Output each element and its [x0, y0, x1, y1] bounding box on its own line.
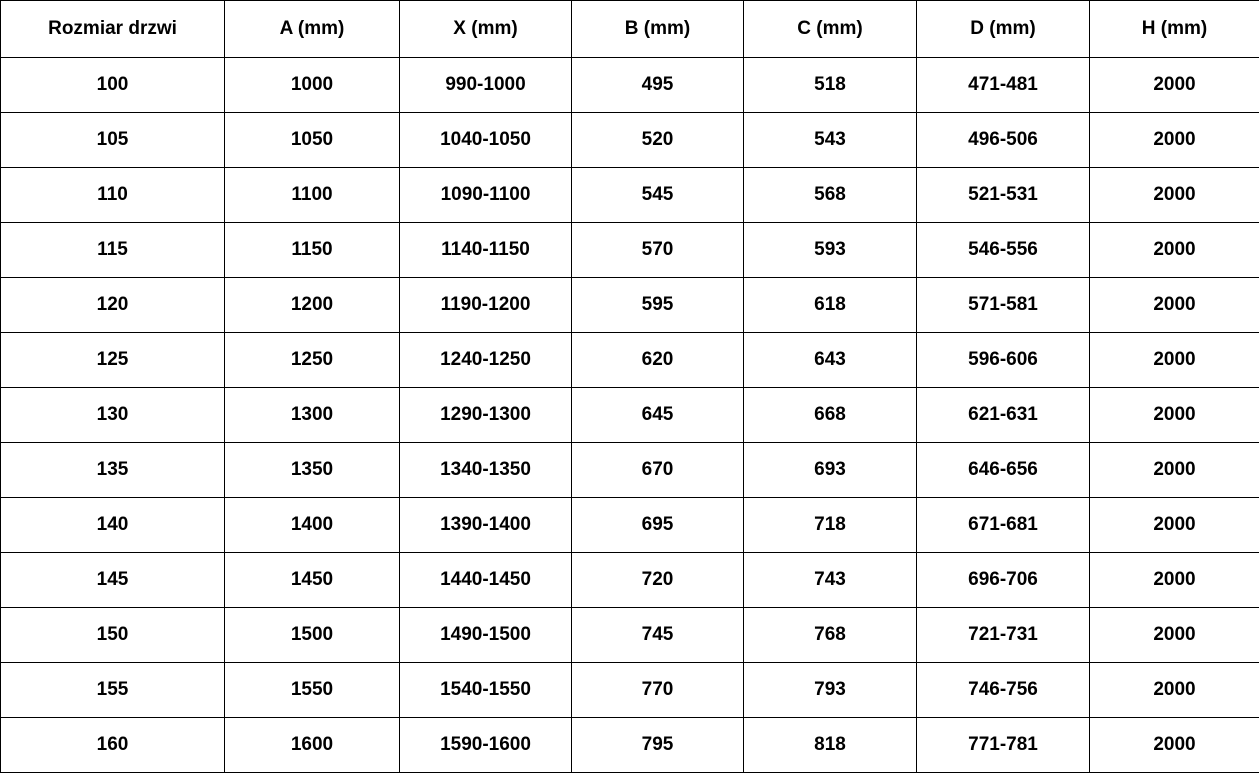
- column-header-x: X (mm): [400, 1, 572, 58]
- cell-x: 1090-1100: [400, 168, 572, 223]
- cell-c: 618: [744, 278, 917, 333]
- cell-x: 1190-1200: [400, 278, 572, 333]
- cell-door-size: 125: [1, 333, 225, 388]
- cell-c: 743: [744, 553, 917, 608]
- cell-door-size: 115: [1, 223, 225, 278]
- table-row: [1, 608, 1259, 663]
- cell-h: 2000: [1090, 443, 1259, 498]
- table-row: [1, 498, 1259, 553]
- table-header-row: [1, 1, 1259, 58]
- cell-door-size: 105: [1, 113, 225, 168]
- cell-a: 1300: [225, 388, 400, 443]
- cell-a: 1150: [225, 223, 400, 278]
- table-row: [1, 553, 1259, 608]
- cell-b: 595: [572, 278, 744, 333]
- cell-h: 2000: [1090, 333, 1259, 388]
- cell-a: 1550: [225, 663, 400, 718]
- cell-h: 2000: [1090, 663, 1259, 718]
- cell-b: 645: [572, 388, 744, 443]
- cell-a: 1050: [225, 113, 400, 168]
- cell-b: 620: [572, 333, 744, 388]
- table-row: [1, 113, 1259, 168]
- table-row: [1, 663, 1259, 718]
- cell-c: 818: [744, 718, 917, 773]
- cell-d: 521-531: [917, 168, 1090, 223]
- cell-x: 1540-1550: [400, 663, 572, 718]
- column-header-h: H (mm): [1090, 1, 1259, 58]
- cell-d: 496-506: [917, 113, 1090, 168]
- cell-a: 1000: [225, 58, 400, 113]
- cell-c: 518: [744, 58, 917, 113]
- table-row: [1, 718, 1259, 773]
- cell-h: 2000: [1090, 113, 1259, 168]
- table-body: [1, 58, 1259, 773]
- table-row: [1, 223, 1259, 278]
- cell-h: 2000: [1090, 58, 1259, 113]
- cell-b: 720: [572, 553, 744, 608]
- cell-b: 670: [572, 443, 744, 498]
- cell-x: 1240-1250: [400, 333, 572, 388]
- cell-d: 646-656: [917, 443, 1090, 498]
- cell-d: 471-481: [917, 58, 1090, 113]
- cell-d: 696-706: [917, 553, 1090, 608]
- table-row: [1, 443, 1259, 498]
- cell-c: 593: [744, 223, 917, 278]
- cell-a: 1600: [225, 718, 400, 773]
- table-row: [1, 168, 1259, 223]
- cell-x: 1340-1350: [400, 443, 572, 498]
- cell-d: 546-556: [917, 223, 1090, 278]
- cell-h: 2000: [1090, 608, 1259, 663]
- cell-a: 1450: [225, 553, 400, 608]
- cell-c: 793: [744, 663, 917, 718]
- cell-x: 1590-1600: [400, 718, 572, 773]
- cell-b: 795: [572, 718, 744, 773]
- cell-h: 2000: [1090, 278, 1259, 333]
- cell-h: 2000: [1090, 388, 1259, 443]
- cell-door-size: 120: [1, 278, 225, 333]
- cell-door-size: 145: [1, 553, 225, 608]
- cell-door-size: 135: [1, 443, 225, 498]
- cell-x: 1490-1500: [400, 608, 572, 663]
- table-header: [1, 1, 1259, 58]
- cell-b: 745: [572, 608, 744, 663]
- cell-c: 693: [744, 443, 917, 498]
- cell-h: 2000: [1090, 553, 1259, 608]
- column-header-d: D (mm): [917, 1, 1090, 58]
- cell-d: 596-606: [917, 333, 1090, 388]
- cell-b: 520: [572, 113, 744, 168]
- cell-x: 1140-1150: [400, 223, 572, 278]
- cell-d: 771-781: [917, 718, 1090, 773]
- cell-a: 1250: [225, 333, 400, 388]
- column-header-door-size: Rozmiar drzwi: [1, 1, 225, 58]
- cell-door-size: 110: [1, 168, 225, 223]
- cell-b: 545: [572, 168, 744, 223]
- cell-x: 990-1000: [400, 58, 572, 113]
- cell-a: 1500: [225, 608, 400, 663]
- cell-b: 570: [572, 223, 744, 278]
- cell-x: 1290-1300: [400, 388, 572, 443]
- cell-door-size: 100: [1, 58, 225, 113]
- cell-d: 721-731: [917, 608, 1090, 663]
- cell-b: 495: [572, 58, 744, 113]
- table-row: [1, 333, 1259, 388]
- cell-d: 621-631: [917, 388, 1090, 443]
- cell-x: 1040-1050: [400, 113, 572, 168]
- cell-h: 2000: [1090, 498, 1259, 553]
- column-header-b: B (mm): [572, 1, 744, 58]
- cell-d: 671-681: [917, 498, 1090, 553]
- cell-x: 1390-1400: [400, 498, 572, 553]
- cell-d: 746-756: [917, 663, 1090, 718]
- cell-door-size: 160: [1, 718, 225, 773]
- cell-b: 770: [572, 663, 744, 718]
- table-row: [1, 58, 1259, 113]
- cell-c: 543: [744, 113, 917, 168]
- cell-a: 1200: [225, 278, 400, 333]
- cell-c: 768: [744, 608, 917, 663]
- cell-h: 2000: [1090, 718, 1259, 773]
- cell-a: 1350: [225, 443, 400, 498]
- cell-a: 1100: [225, 168, 400, 223]
- cell-c: 568: [744, 168, 917, 223]
- column-header-a: A (mm): [225, 1, 400, 58]
- cell-b: 695: [572, 498, 744, 553]
- cell-c: 718: [744, 498, 917, 553]
- cell-a: 1400: [225, 498, 400, 553]
- column-header-c: C (mm): [744, 1, 917, 58]
- cell-door-size: 140: [1, 498, 225, 553]
- cell-door-size: 155: [1, 663, 225, 718]
- cell-h: 2000: [1090, 168, 1259, 223]
- cell-x: 1440-1450: [400, 553, 572, 608]
- cell-h: 2000: [1090, 223, 1259, 278]
- cell-c: 643: [744, 333, 917, 388]
- cell-d: 571-581: [917, 278, 1090, 333]
- table-row: [1, 278, 1259, 333]
- cell-door-size: 150: [1, 608, 225, 663]
- table-row: [1, 388, 1259, 443]
- cell-c: 668: [744, 388, 917, 443]
- cell-door-size: 130: [1, 388, 225, 443]
